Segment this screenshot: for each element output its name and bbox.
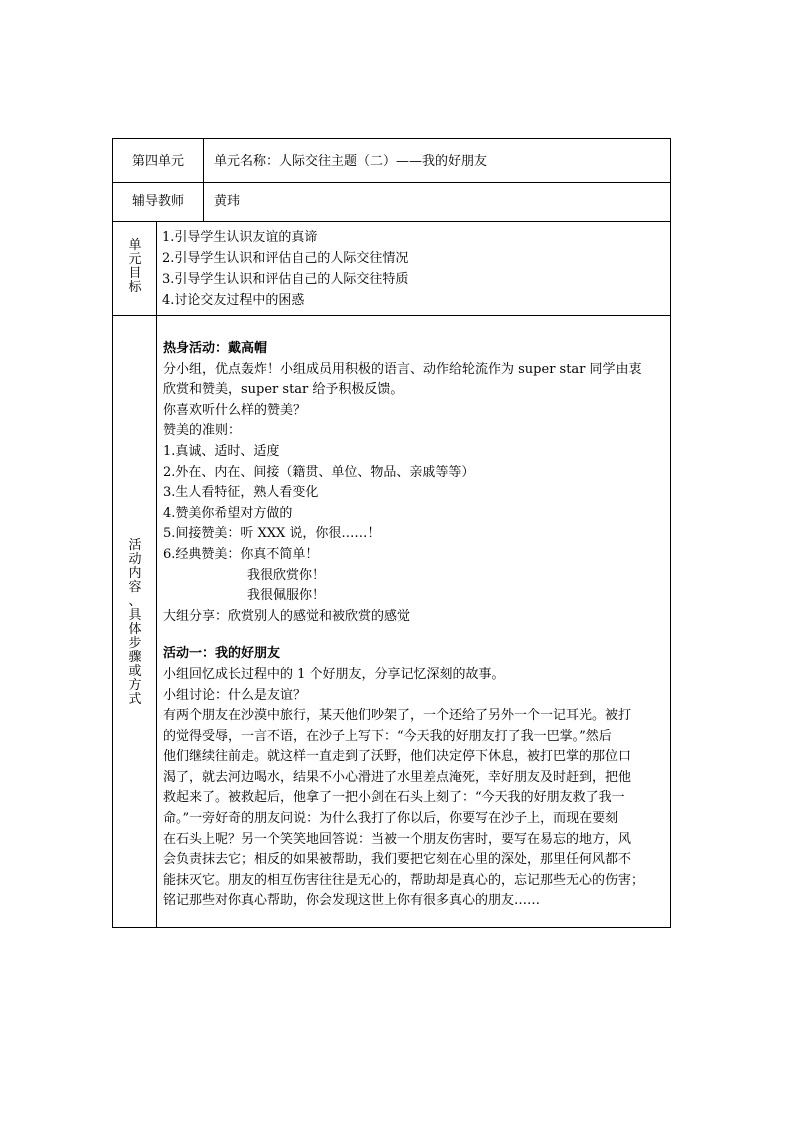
- activity1-title: 活动一：我的好朋友: [163, 646, 281, 662]
- warmup-line: 我很佩服你！: [247, 588, 326, 604]
- goal-item: 2.引导学生认识和评估自己的人际交往情况: [162, 251, 409, 266]
- goal-item: 4.讨论交友过程中的困惑: [162, 293, 305, 308]
- goal-item: 1.引导学生认识友谊的真谛: [162, 230, 318, 245]
- warmup-line: 4.赞美你希望对方做的: [163, 505, 293, 521]
- column-divider: [156, 221, 157, 927]
- activity1-line: 能抹灭它。朋友的相互伤害往往是无心的，帮助却是真心的，忘记那些无心的伤害；: [163, 872, 645, 888]
- activity1-line: 他们继续往前走。就这样一直走到了沃野，他们决定停下休息，被打巴掌的那位口: [163, 749, 632, 765]
- activity-content: [163, 339, 663, 912]
- warmup-line: 3.生人看特征，熟人看变化: [163, 485, 319, 501]
- warmup-line: 分小组，优点轰炸！小组成员用积极的语言、动作给轮流作为 super star 同学由衷: [163, 361, 642, 377]
- activity1-line: 渴了，就去河边喝水，结果不小心滑进了水里差点淹死，幸好朋友及时赶到，把他: [163, 769, 632, 785]
- activity1-line: 在石头上呢？另一个笑笑地回答说：当被一个朋友伤害时，要写在易忘的地方，风: [163, 831, 632, 847]
- warmup-line: 赞美的准则：: [163, 423, 242, 439]
- activity1-line: 小组讨论：什么是友谊？: [163, 687, 307, 703]
- row-divider: [113, 315, 670, 316]
- unit-name: 单元名称：人际交往主题（二）——我的好朋友: [214, 154, 488, 169]
- activity1-line: 的觉得受辱，一言不语，在沙子上写下：“今天我的好朋友打了我一巴掌。”然后: [163, 728, 612, 744]
- row-divider: [113, 221, 670, 222]
- activity-label: 活 动 内 容 、 具 体 步 骤 或 方 式: [128, 538, 142, 707]
- goal-item: 3.引导学生认识和评估自己的人际交往特质: [162, 272, 409, 287]
- activity1-line: 小组回忆成长过程中的 1 个好朋友，分享记忆深刻的故事。: [163, 666, 505, 682]
- teacher-value: 黄玮: [214, 194, 241, 209]
- teacher-label: 辅导教师: [132, 194, 185, 209]
- warmup-line: 你喜欢听什么样的赞美？: [163, 402, 307, 418]
- column-divider: [203, 139, 204, 222]
- activity1-line: 会负责抹去它；相反的如果被帮助，我们要把它刻在心里的深处，那里任何风都不: [163, 852, 632, 868]
- warmup-line: 2.外在、内在、间接（籍贯、单位、物品、亲戚等等）: [163, 464, 475, 480]
- activity1-line: 命。”一旁好奇的朋友问说：为什么我打了你以后，你要写在沙子上，而现在要刻: [163, 811, 619, 827]
- warmup-title: 热身活动：戴高帽: [163, 341, 268, 356]
- warmup-line: 5.间接赞美：听 XXX 说，你很……！: [163, 526, 381, 542]
- warmup-line: 1.真诚、适时、适度: [163, 443, 280, 459]
- warmup-line: 6.经典赞美：你真不简单！: [163, 546, 319, 562]
- unit-label: 第四单元: [132, 154, 185, 169]
- warmup-line: 欣赏和赞美，super star 给予积极反馈。: [163, 382, 404, 398]
- unit-table: [112, 138, 671, 928]
- activity1-line: 救起来了。被救起后，他拿了一把小剑在石头上刻了：“今天我的好朋友救了我一: [163, 790, 625, 806]
- goals-label: 单 元 目 标: [128, 238, 142, 295]
- warmup-line: 我很欣赏你！: [247, 567, 326, 583]
- activity1-line: 有两个朋友在沙漠中旅行，某天他们吵架了，一个还给了另外一个一记耳光。被打: [163, 708, 632, 724]
- row-divider: [113, 182, 670, 183]
- warmup-line: 大组分享：欣赏别人的感觉和被欣赏的感觉: [163, 608, 411, 624]
- activity1-line: 铭记那些对你真心帮助，你会发现这世上你有很多真心的朋友……: [163, 893, 541, 909]
